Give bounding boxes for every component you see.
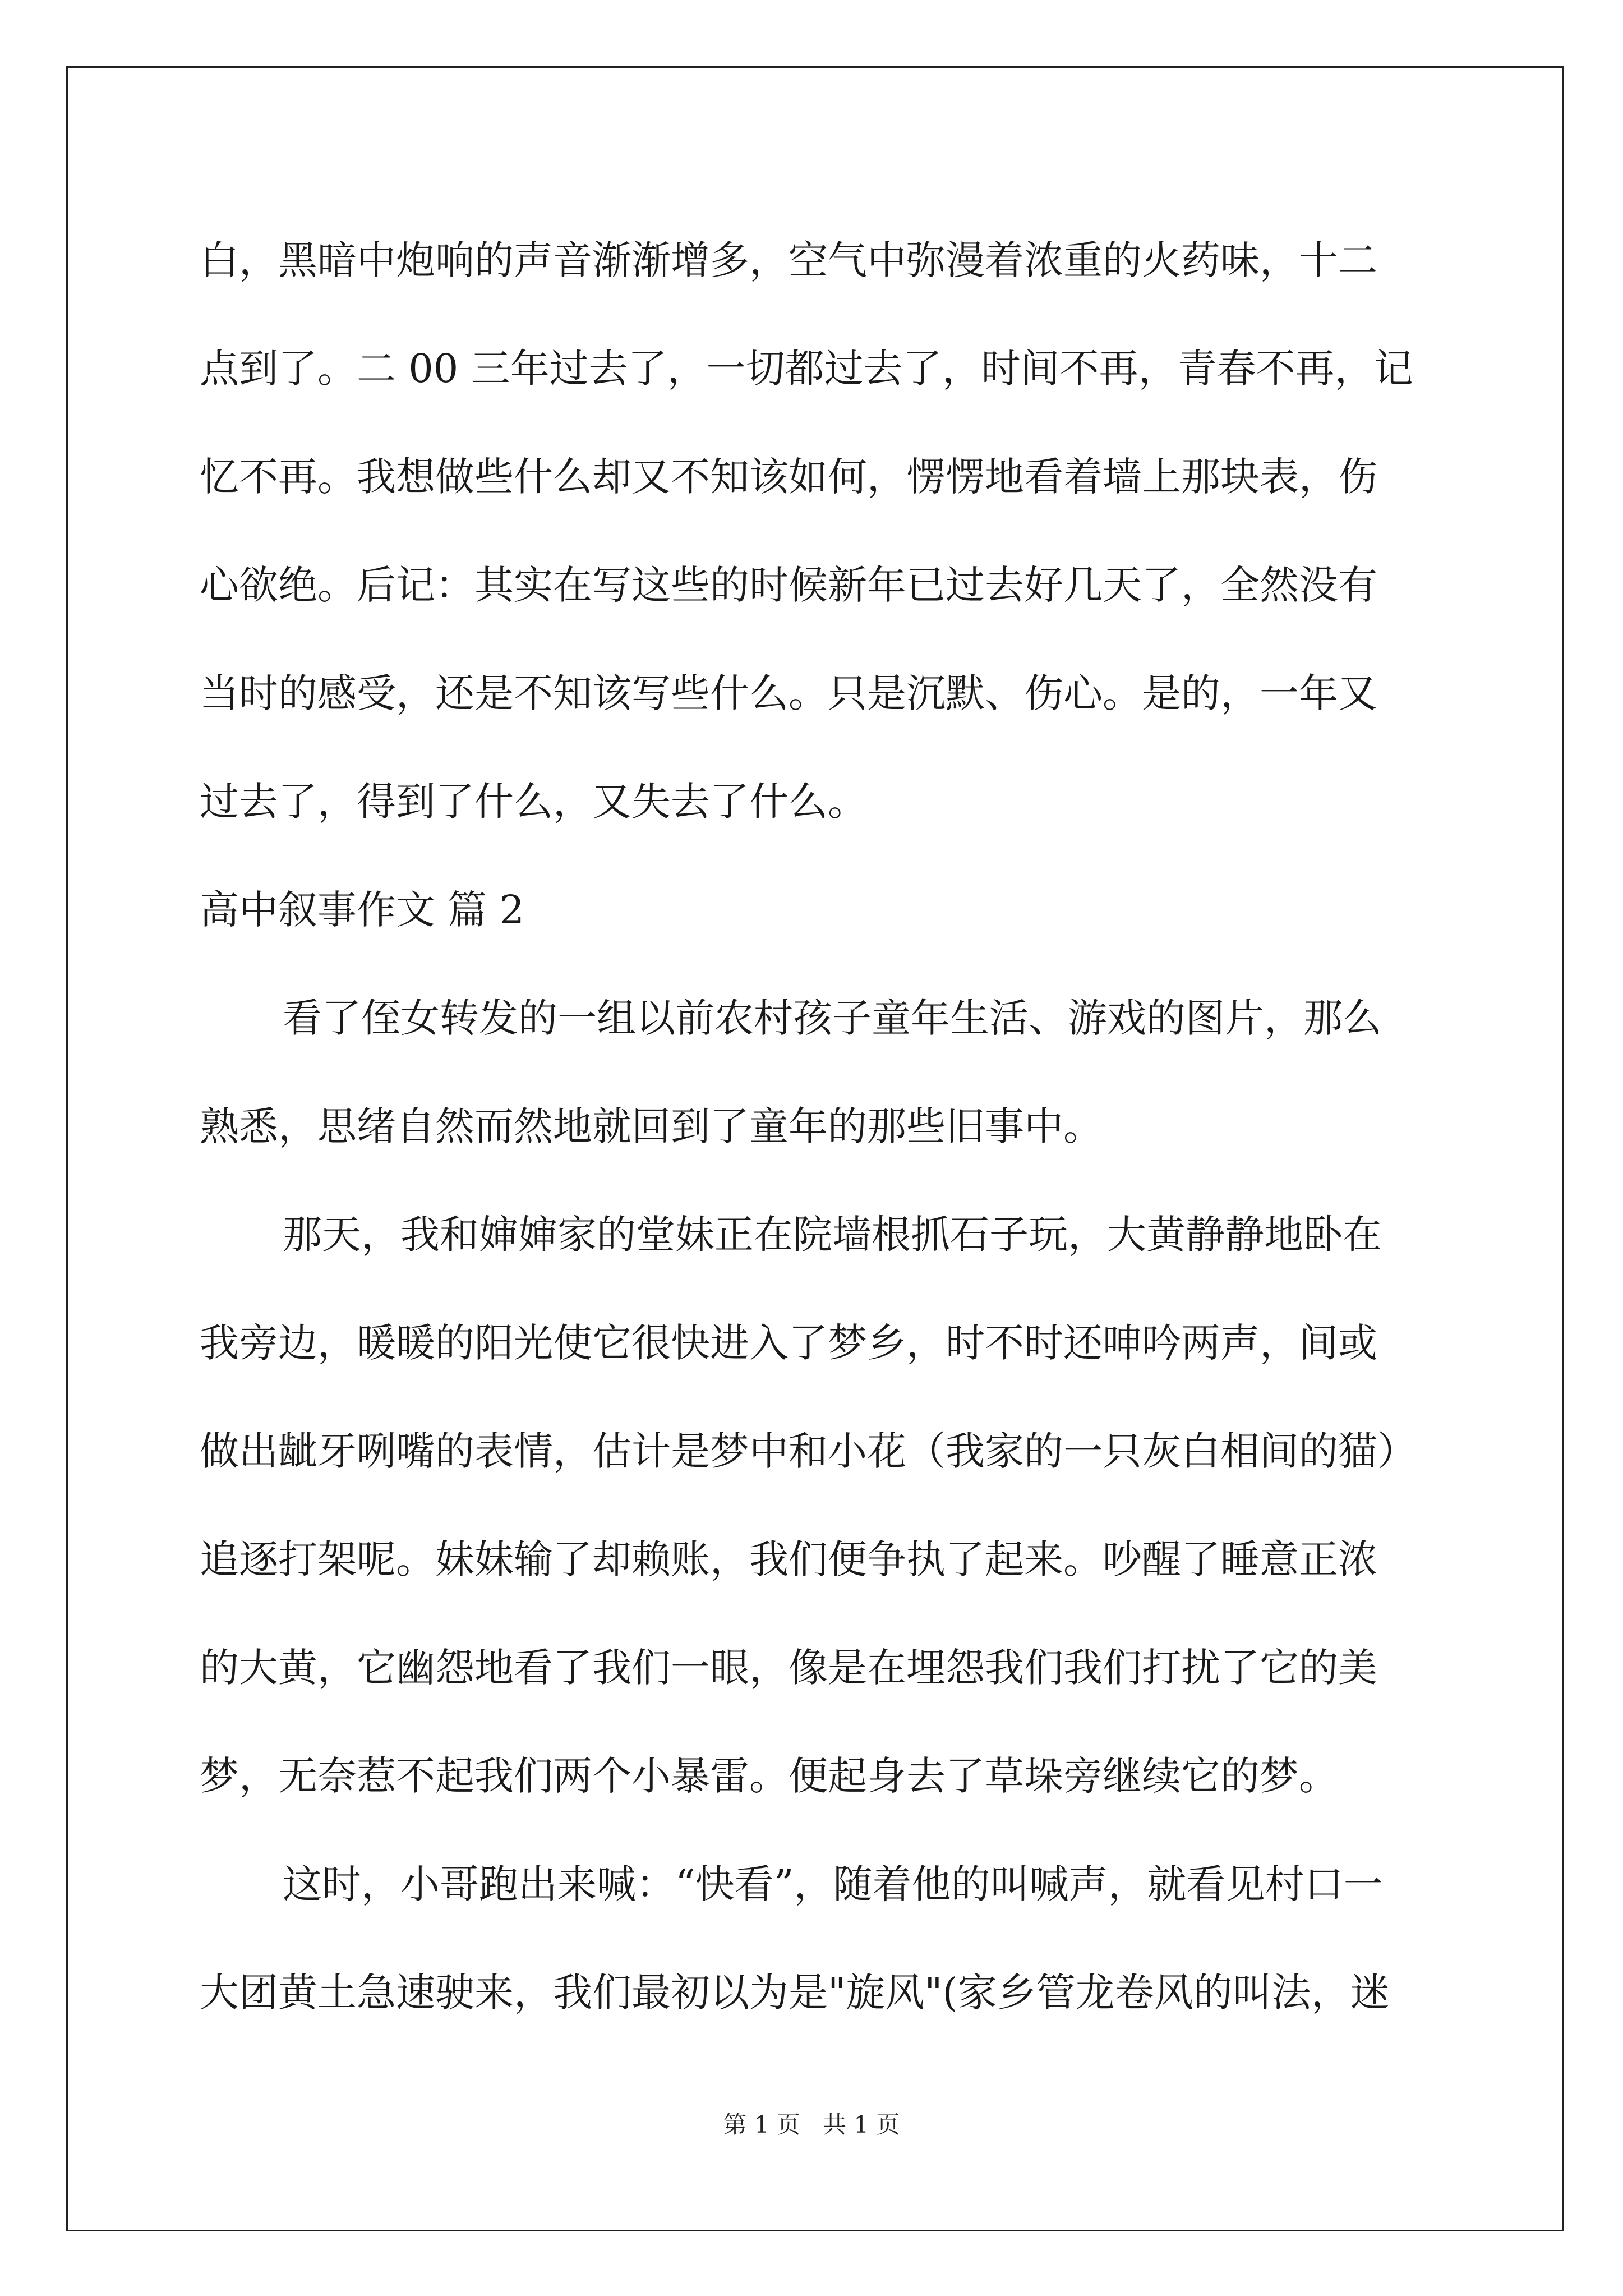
text-line: 白，黑暗中炮响的声音渐渐增多，空气中弥漫着浓重的火药味，十二 [200, 237, 1377, 283]
text-line: 的大黄，它幽怨地看了我们一眼，像是在埋怨我们我们打扰了它的美 [200, 1645, 1377, 1691]
text-line: 当时的感受，还是不知该写些什么。只是沉默、伤心。是的，一年又 [200, 670, 1377, 716]
text-line: 做出龇牙咧嘴的表情，估计是梦中和小花（我家的一只灰白相间的猫） [200, 1428, 1417, 1474]
text-line: 梦，无奈惹不起我们两个小暴雷。便起身去了草垛旁继续它的梦。 [200, 1753, 1338, 1799]
text-line: 点到了。二 00 三年过去了，一切都过去了，时间不再，青春不再，记 [200, 346, 1413, 392]
text-line: 看了侄女转发的一组以前农村孩子童年生活、游戏的图片，那么 [283, 995, 1382, 1041]
text-line: 追逐打架呢。妹妹输了却赖账，我们便争执了起来。吵醒了睡意正浓 [200, 1536, 1377, 1582]
page-footer: 第 1 页 共 1 页 [723, 2111, 900, 2138]
text-line: 那天，我和婶婶家的堂妹正在院墙根抓石子玩，大黄静静地卧在 [283, 1212, 1382, 1258]
text-line: 熟悉，思绪自然而然地就回到了童年的那些旧事中。 [200, 1103, 1103, 1149]
text-line: 大团黄土急速驶来，我们最初以为是"旋风"(家乡管龙卷风的叫法，迷 [200, 1970, 1390, 2016]
document-body [200, 206, 1439, 2047]
section-heading: 高中叙事作文 篇 2 [200, 887, 525, 933]
text-line: 忆不再。我想做些什么却又不知该如何，愣愣地看着墙上那块表，伤 [200, 454, 1377, 500]
text-line: 我旁边，暖暖的阳光使它很快进入了梦乡，时不时还呻吟两声，间或 [200, 1320, 1377, 1366]
text-line: 过去了，得到了什么，又失去了什么。 [200, 779, 867, 825]
text-line: 这时，小哥跑出来喊：“快看”，随着他的叫喊声，就看见村口一 [283, 1861, 1383, 1907]
text-line: 心欲绝。后记：其实在写这些的时候新年已过去好几天了，全然没有 [200, 562, 1377, 608]
